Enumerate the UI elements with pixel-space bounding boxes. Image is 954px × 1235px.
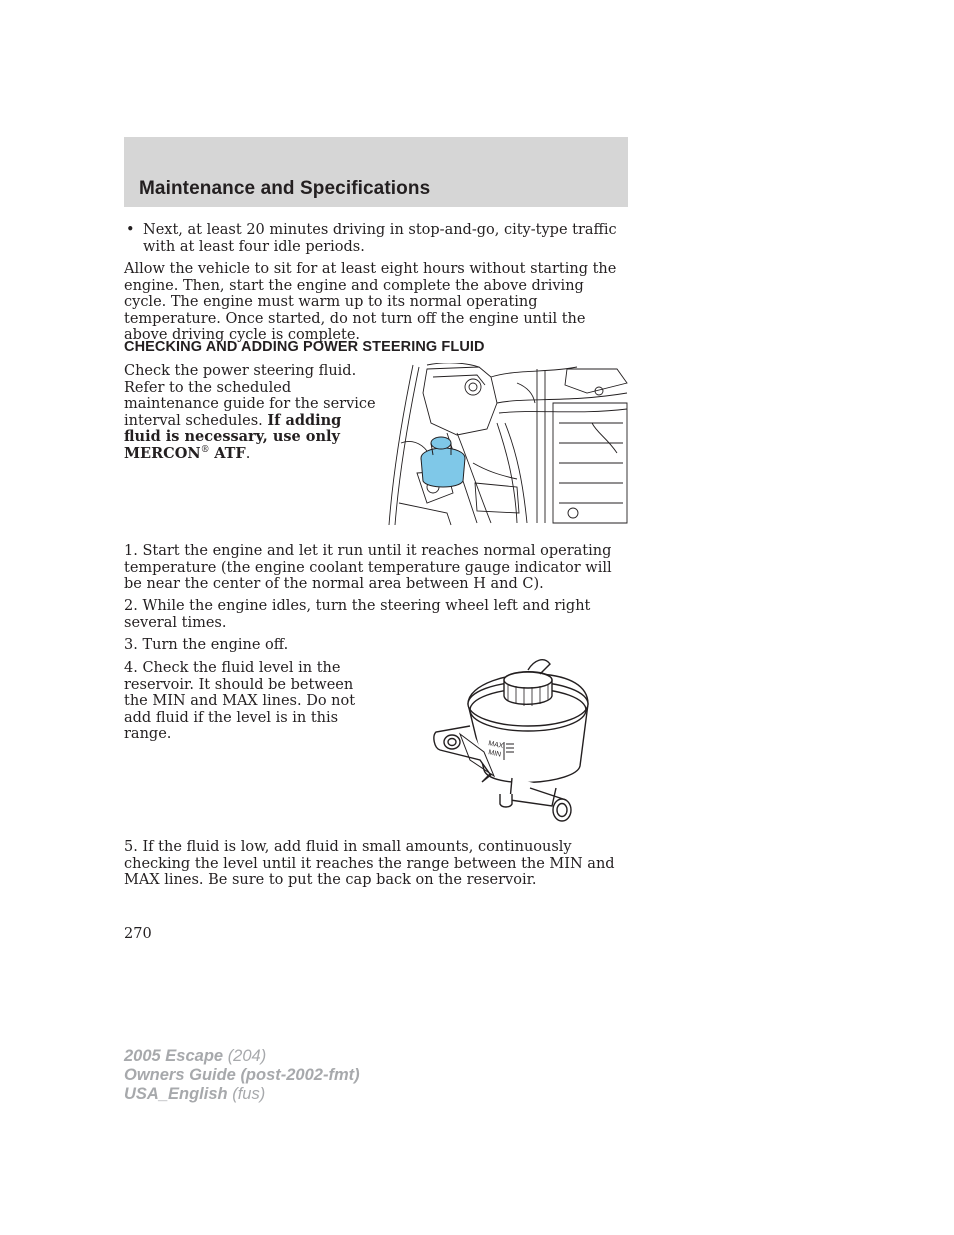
footer-locale-code: (fus) (232, 1085, 266, 1103)
footer-model: 2005 Escape (124, 1047, 224, 1065)
check-text: Check the power steering fluid. Refer to the scheduled maintenance guide for the service interval schedules. (124, 363, 376, 429)
section-heading: CHECKING AND ADDING POWER STEERING FLUID (124, 339, 485, 355)
min-label: MIN (487, 749, 502, 759)
bullet-icon: • (126, 222, 135, 238)
step-1: 1. Start the engine and let it run until it reaches normal operating temperature (the engine coolant temperature gauge indicator will be near the center of the normal area between H and C). (124, 543, 612, 592)
reservoir-highlight (421, 437, 465, 487)
footer-model-code: (204) (227, 1047, 267, 1065)
bullet-text: Next, at least 20 minutes driving in stop-and-go, city-type traffic with at least four idle periods. (143, 222, 617, 255)
page-title: Maintenance and Specifications (139, 178, 431, 199)
footer-line-1 (124, 1047, 266, 1065)
period: . (245, 445, 251, 462)
warning-text: If adding fluid is necessary, use only MERCON (124, 411, 342, 462)
footer-locale: USA_English (124, 1085, 228, 1103)
list-item (124, 222, 629, 255)
intro-paragraph: Allow the vehicle to sit for at least eight hours without starting the engine. Then, start the engine and complete the above driving cycle. The engine must warm up to its normal operating temperature. Once started, do not turn off the engine until the above driving cycle is complete. (124, 261, 617, 343)
step-4: 4. Check the fluid level in the reservoir. It should be between the MIN and MAX lines. Do not add fluid if the level is in this range. (124, 660, 356, 742)
footer-line-2 (124, 1066, 360, 1084)
step-5: 5. If the fluid is low, add fluid in small amounts, continuously checking the level until it reaches the range between the MIN and MAX lines. Be sure to put the cap back on the reservoir. (124, 839, 615, 888)
footer-guide: Owners Guide (post-2002-fmt) (124, 1066, 360, 1084)
step-3: 3. Turn the engine off. (124, 637, 289, 653)
check-paragraph (124, 363, 376, 462)
footer-line-3 (124, 1085, 265, 1103)
registered-mark: ® (200, 444, 210, 455)
step-2: 2. While the engine idles, turn the steering wheel left and right several times. (124, 598, 591, 631)
max-label: MAX (487, 740, 504, 751)
warning-text-end: ATF (214, 444, 246, 462)
page-number: 270 (124, 926, 152, 942)
reservoir-illustration (430, 656, 592, 826)
engine-compartment-illustration (387, 363, 629, 527)
